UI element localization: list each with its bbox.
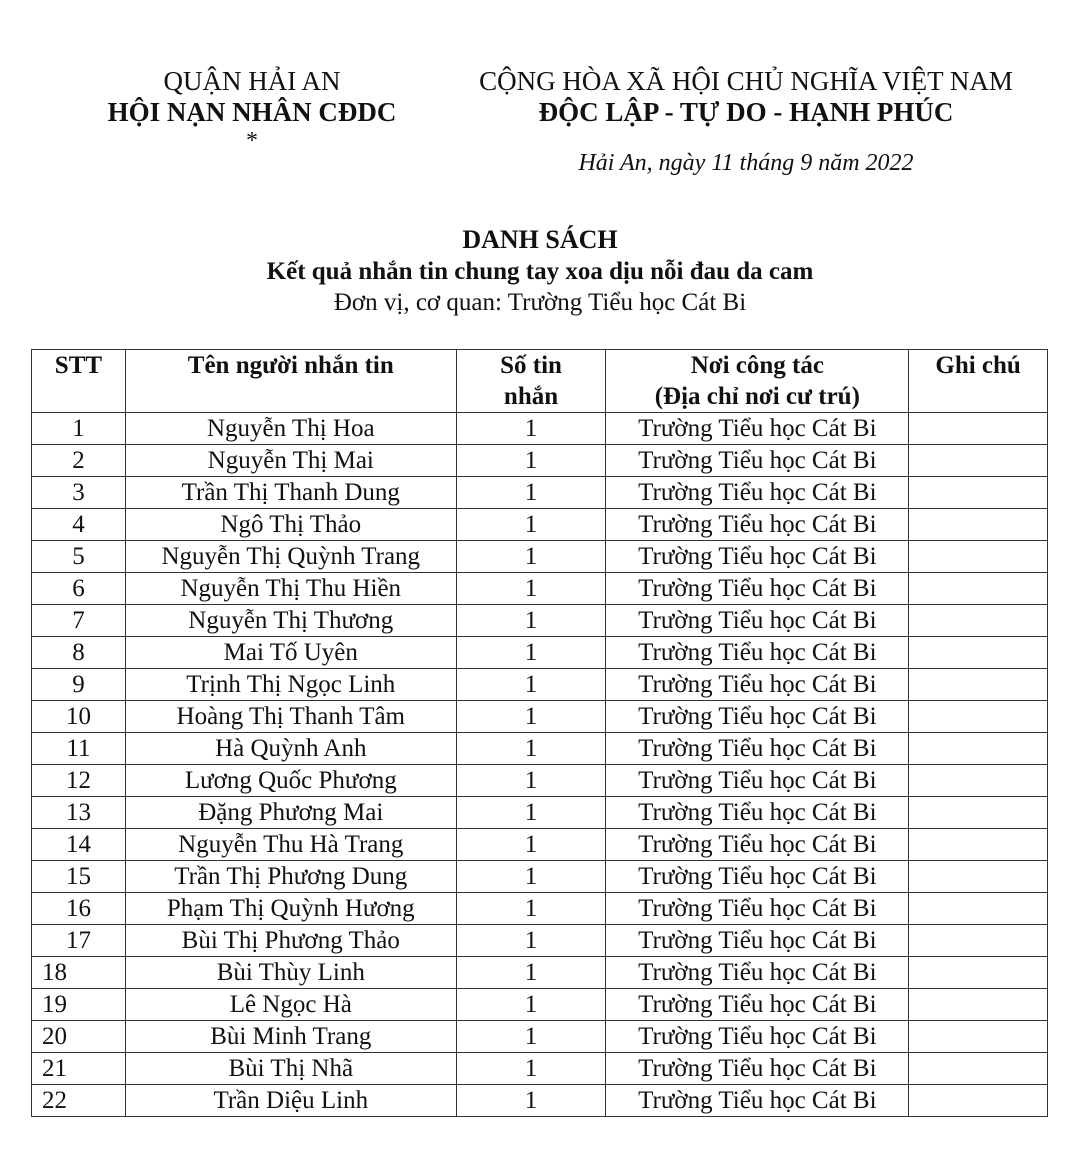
row-stt: 6: [32, 573, 126, 605]
row-name: Nguyễn Thị Quỳnh Trang: [125, 541, 456, 573]
table-row: [32, 509, 1048, 541]
row-workplace: Trường Tiểu học Cát Bi: [606, 1021, 909, 1053]
table-row: [32, 957, 1048, 989]
row-workplace: Trường Tiểu học Cát Bi: [606, 1085, 909, 1117]
row-name: Trần Thị Phương Dung: [125, 861, 456, 893]
row-note: [909, 861, 1048, 893]
row-count: 1: [456, 1021, 606, 1053]
row-workplace: Trường Tiểu học Cát Bi: [606, 573, 909, 605]
table-row: [32, 925, 1048, 957]
row-stt: 14: [32, 829, 126, 861]
row-stt: 15: [32, 861, 126, 893]
row-count: 1: [456, 541, 606, 573]
row-stt: 17: [32, 925, 126, 957]
document-title: DANH SÁCH: [462, 225, 618, 254]
table-header-row: [32, 350, 1048, 413]
row-note: [909, 509, 1048, 541]
row-count: 1: [456, 733, 606, 765]
row-workplace: Trường Tiểu học Cát Bi: [606, 1053, 909, 1085]
row-name: Bùi Thùy Linh: [125, 957, 456, 989]
row-workplace: Trường Tiểu học Cát Bi: [606, 637, 909, 669]
row-stt: 3: [32, 477, 126, 509]
row-stt: 19: [32, 989, 126, 1021]
row-stt: 4: [32, 509, 126, 541]
header-count-line1: Số tin: [500, 352, 562, 379]
row-note: [909, 1053, 1048, 1085]
row-count: 1: [456, 637, 606, 669]
row-name: Nguyễn Thị Hoa: [125, 413, 456, 445]
document-titles: [0, 224, 1080, 318]
row-name: Trần Diệu Linh: [125, 1085, 456, 1117]
header-note: Ghi chú: [909, 350, 1048, 413]
row-name: Hà Quỳnh Anh: [125, 733, 456, 765]
header-workplace-line1: Nơi công tác: [690, 352, 824, 379]
row-workplace: Trường Tiểu học Cát Bi: [606, 765, 909, 797]
table-row: [32, 989, 1048, 1021]
table-row: [32, 605, 1048, 637]
district-name: QUẬN HẢI AN: [163, 66, 341, 96]
row-stt: 18: [32, 957, 126, 989]
row-count: 1: [456, 957, 606, 989]
row-count: 1: [456, 1053, 606, 1085]
row-count: 1: [456, 989, 606, 1021]
row-workplace: Trường Tiểu học Cát Bi: [606, 669, 909, 701]
row-name: Nguyễn Thị Mai: [125, 445, 456, 477]
country-name: CỘNG HÒA XÃ HỘI CHỦ NGHĨA VIỆT NAM: [479, 66, 1013, 96]
row-count: 1: [456, 605, 606, 637]
row-name: Lê Ngọc Hà: [125, 989, 456, 1021]
row-workplace: Trường Tiểu học Cát Bi: [606, 957, 909, 989]
row-count: 1: [456, 893, 606, 925]
row-note: [909, 701, 1048, 733]
row-count: 1: [456, 829, 606, 861]
row-stt: 2: [32, 445, 126, 477]
table-row: [32, 797, 1048, 829]
row-name: Mai Tố Uyên: [125, 637, 456, 669]
row-name: Nguyễn Thị Thương: [125, 605, 456, 637]
row-name: Trịnh Thị Ngọc Linh: [125, 669, 456, 701]
row-workplace: Trường Tiểu học Cát Bi: [606, 733, 909, 765]
row-note: [909, 733, 1048, 765]
row-count: 1: [456, 1085, 606, 1117]
table-row: [32, 445, 1048, 477]
row-note: [909, 605, 1048, 637]
row-workplace: Trường Tiểu học Cát Bi: [606, 509, 909, 541]
table-row: [32, 733, 1048, 765]
row-note: [909, 797, 1048, 829]
row-count: 1: [456, 765, 606, 797]
row-name: Bùi Thị Phương Thảo: [125, 925, 456, 957]
table-row: [32, 669, 1048, 701]
row-workplace: Trường Tiểu học Cát Bi: [606, 797, 909, 829]
message-list-table: [31, 349, 1048, 1117]
row-name: Trần Thị Thanh Dung: [125, 477, 456, 509]
row-stt: 8: [32, 637, 126, 669]
row-count: 1: [456, 701, 606, 733]
table-row: [32, 829, 1048, 861]
row-stt: 9: [32, 669, 126, 701]
row-stt: 12: [32, 765, 126, 797]
row-note: [909, 957, 1048, 989]
table-row: [32, 477, 1048, 509]
table-row: [32, 893, 1048, 925]
row-stt: 10: [32, 701, 126, 733]
row-count: 1: [456, 477, 606, 509]
row-stt: 16: [32, 893, 126, 925]
row-count: 1: [456, 413, 606, 445]
table-row: [32, 861, 1048, 893]
row-stt: 21: [32, 1053, 126, 1085]
table-row: [32, 637, 1048, 669]
row-count: 1: [456, 573, 606, 605]
row-workplace: Trường Tiểu học Cát Bi: [606, 477, 909, 509]
row-note: [909, 829, 1048, 861]
row-note: [909, 669, 1048, 701]
row-note: [909, 1021, 1048, 1053]
star-mark: *: [246, 128, 258, 154]
row-workplace: Trường Tiểu học Cát Bi: [606, 989, 909, 1021]
row-workplace: Trường Tiểu học Cát Bi: [606, 541, 909, 573]
row-name: Nguyễn Thị Thu Hiền: [125, 573, 456, 605]
row-count: 1: [456, 669, 606, 701]
header-left: [60, 66, 444, 154]
date-line: Hải An, ngày 11 tháng 9 năm 2022: [578, 150, 914, 176]
row-name: Nguyễn Thu Hà Trang: [125, 829, 456, 861]
row-workplace: Trường Tiểu học Cát Bi: [606, 605, 909, 637]
header-count: [456, 350, 606, 413]
row-workplace: Trường Tiểu học Cát Bi: [606, 861, 909, 893]
row-count: 1: [456, 509, 606, 541]
row-stt: 22: [32, 1085, 126, 1117]
table-row: [32, 413, 1048, 445]
document-subtitle: Kết quả nhắn tin chung tay xoa dịu nỗi đau da cam: [266, 258, 814, 285]
unit-line: Đơn vị, cơ quan: Trường Tiểu học Cát Bi: [333, 289, 747, 316]
national-motto: ĐỘC LẬP - TỰ DO - HẠNH PHÚC: [538, 97, 954, 127]
row-stt: 20: [32, 1021, 126, 1053]
row-stt: 13: [32, 797, 126, 829]
row-count: 1: [456, 925, 606, 957]
row-name: Ngô Thị Thảo: [125, 509, 456, 541]
row-count: 1: [456, 445, 606, 477]
organization-name: HỘI NẠN NHÂN CĐDC: [107, 97, 397, 127]
row-note: [909, 765, 1048, 797]
row-count: 1: [456, 861, 606, 893]
row-workplace: Trường Tiểu học Cát Bi: [606, 413, 909, 445]
table-row: [32, 1085, 1048, 1117]
table-row: [32, 541, 1048, 573]
row-stt: 11: [32, 733, 126, 765]
table-row: [32, 573, 1048, 605]
row-workplace: Trường Tiểu học Cát Bi: [606, 925, 909, 957]
header-count-line2: nhắn: [503, 383, 559, 410]
row-note: [909, 1085, 1048, 1117]
row-note: [909, 989, 1048, 1021]
table-row: [32, 701, 1048, 733]
table-body: [32, 413, 1048, 1117]
row-note: [909, 893, 1048, 925]
row-name: Đặng Phương Mai: [125, 797, 456, 829]
row-name: Bùi Thị Nhã: [125, 1053, 456, 1085]
row-stt: 1: [32, 413, 126, 445]
table-row: [32, 765, 1048, 797]
header-workplace: [606, 350, 909, 413]
row-note: [909, 925, 1048, 957]
row-name: Lương Quốc Phương: [125, 765, 456, 797]
row-note: [909, 445, 1048, 477]
row-name: Bùi Minh Trang: [125, 1021, 456, 1053]
row-workplace: Trường Tiểu học Cát Bi: [606, 701, 909, 733]
row-workplace: Trường Tiểu học Cát Bi: [606, 893, 909, 925]
row-count: 1: [456, 797, 606, 829]
row-note: [909, 477, 1048, 509]
row-note: [909, 637, 1048, 669]
header-stt: STT: [32, 350, 126, 413]
row-workplace: Trường Tiểu học Cát Bi: [606, 829, 909, 861]
row-note: [909, 413, 1048, 445]
table-row: [32, 1053, 1048, 1085]
header-right: [460, 66, 1032, 128]
row-name: Phạm Thị Quỳnh Hương: [125, 893, 456, 925]
row-note: [909, 573, 1048, 605]
row-stt: 5: [32, 541, 126, 573]
header-name: Tên người nhắn tin: [125, 350, 456, 413]
row-stt: 7: [32, 605, 126, 637]
row-name: Hoàng Thị Thanh Tâm: [125, 701, 456, 733]
table-row: [32, 1021, 1048, 1053]
row-note: [909, 541, 1048, 573]
row-workplace: Trường Tiểu học Cát Bi: [606, 445, 909, 477]
header-workplace-line2: (Địa chỉ nơi cư trú): [654, 383, 860, 410]
